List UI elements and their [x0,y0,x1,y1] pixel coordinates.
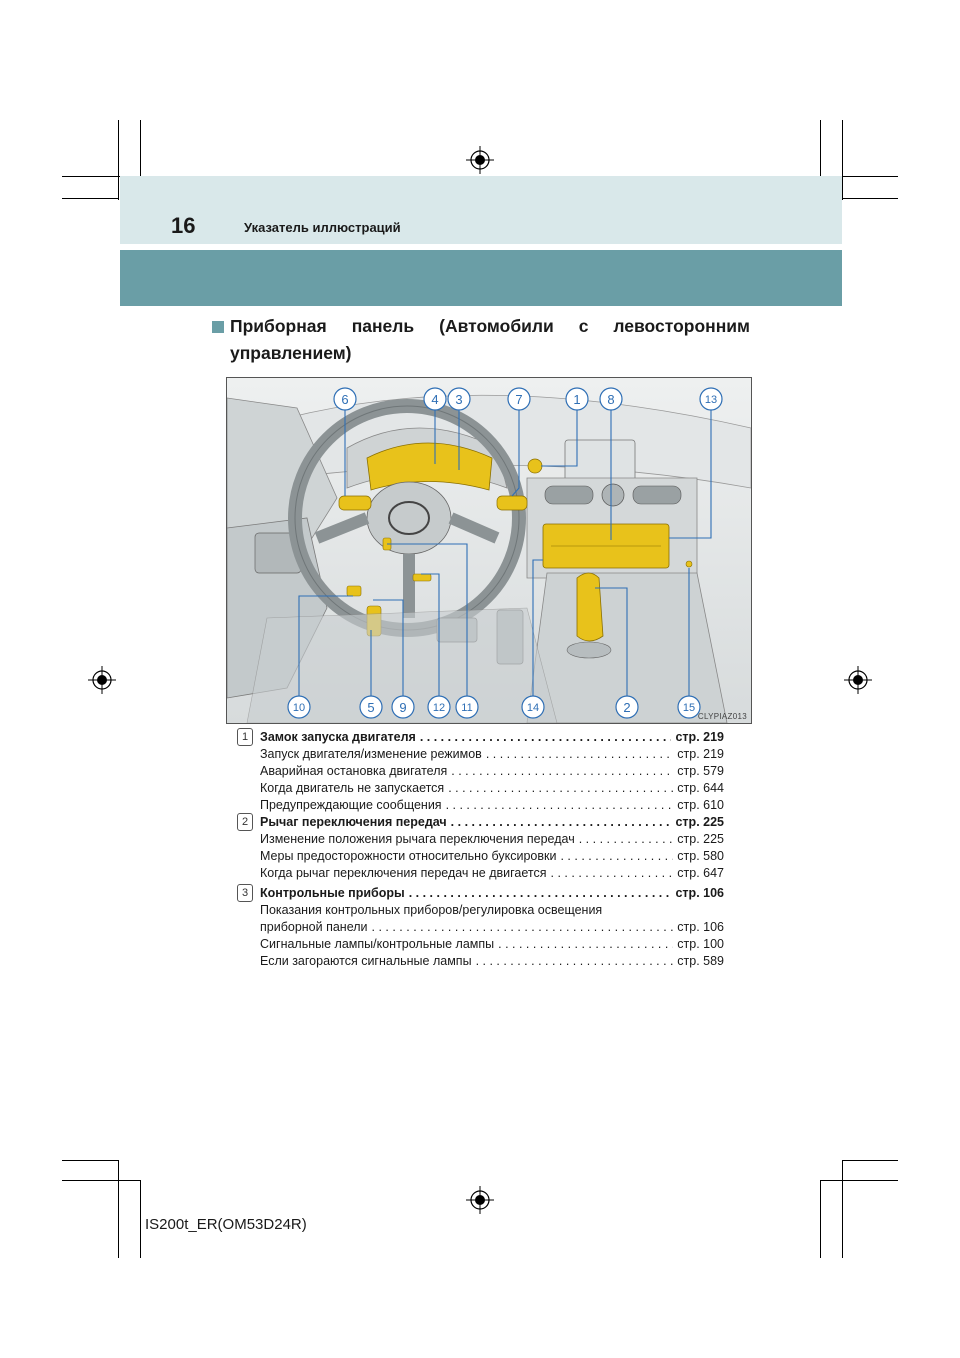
registration-target-icon [844,666,872,694]
registration-target-icon [466,1186,494,1214]
heading-word: Приборная [230,316,327,336]
callout-3 [446,386,472,412]
entry-item-page: стр. 589 [677,954,724,968]
svg-text:8: 8 [607,392,615,407]
crop-mark [820,1180,898,1181]
callout-1 [564,386,590,412]
callout-8 [598,386,624,412]
entry-item-page: стр. 644 [677,781,724,795]
header-band [120,176,842,244]
callout-14 [520,694,546,720]
entry-item-text: приборной панели [260,920,368,934]
entry-item-page: стр. 610 [677,798,724,812]
callout-7 [506,386,532,412]
registration-target-icon [88,666,116,694]
callout-12 [426,694,452,720]
dashboard-illustration [226,377,752,724]
crop-mark [118,120,119,200]
entry-item [260,937,724,951]
entry-number-2: 2 [237,813,253,831]
svg-text:14: 14 [526,702,540,714]
svg-text:11: 11 [461,702,473,714]
crop-mark [118,1160,119,1258]
heading-word: (Автомобили [439,316,554,336]
entry-item-text: Запуск двигателя/изменение режимов [260,747,482,761]
entry-number-1: 1 [237,728,253,746]
entry-title-page: стр. 106 [675,886,724,900]
entry-item [260,832,724,846]
svg-text:6: 6 [341,392,349,407]
entry-item [260,954,724,968]
entry-item [260,747,724,761]
entry-item-page: стр. 106 [677,920,724,934]
crop-mark [842,120,843,200]
svg-text:9: 9 [399,700,407,715]
entry-item-text: Показания контрольных приборов/регулировка освещения [260,903,603,917]
svg-text:1: 1 [573,392,581,407]
entry-title-text: Замок запуска двигателя [260,730,416,744]
crop-mark [842,198,898,199]
entry-item [260,764,724,778]
registration-target-icon [466,146,494,174]
entry-item-text: Изменение положения рычага переключения передач [260,832,575,846]
callout-10 [286,694,312,720]
entry-title-page: стр. 219 [675,730,724,744]
entry-item-page: стр. 225 [677,832,724,846]
svg-text:10: 10 [292,702,306,714]
callout-2 [614,694,640,720]
figure-code: CLYPIAZ013 [697,712,747,721]
section-title: Указатель иллюстраций [244,220,401,235]
entry-item-text: Аварийная остановка двигателя [260,764,448,778]
svg-text:7: 7 [515,392,523,407]
heading-line-2: управлением) [230,343,352,363]
heading-word: панель [351,316,415,336]
page-number: 16 [171,213,196,238]
entry-item [260,903,724,917]
entry-item-text: Сигнальные лампы/контрольные лампы [260,937,495,951]
entry-item-page: стр. 219 [677,747,724,761]
callout-11 [454,694,480,720]
heading-line-1 [230,316,750,337]
entry-number-3: 3 [237,884,253,902]
heading-word: левосторонним [613,316,750,336]
crop-mark [62,1180,140,1181]
heading-word: с [578,316,589,336]
entry-title [260,730,724,744]
entry-title-page: стр. 225 [675,815,724,829]
crop-mark [62,1160,118,1161]
callout-4 [422,386,448,412]
svg-text:13: 13 [704,394,718,406]
callout-13 [698,386,724,412]
entry-item [260,920,724,934]
entry-item [260,781,724,795]
entry-item-page: стр. 100 [677,937,724,951]
entry-item-page: стр. 579 [677,764,724,778]
svg-text:5: 5 [367,700,375,715]
svg-text:2: 2 [623,700,631,715]
heading-marker-icon [212,321,224,333]
entry-item-page: стр. 580 [677,849,724,863]
entry-title-text: Контрольные приборы [260,886,405,900]
header-accent-band [120,250,842,306]
entry-item [260,866,724,880]
entry-title [260,815,724,829]
entry-item-text: Если загораются сигнальные лампы [260,954,472,968]
entry-item-text: Предупреждающие сообщения [260,798,442,812]
crop-mark [842,1160,843,1258]
dashboard-drawing [227,378,751,723]
entry-item [260,798,724,812]
svg-text:12: 12 [432,702,446,714]
entry-item [260,849,724,863]
entry-title-text: Рычаг переключения передач [260,815,447,829]
crop-mark [62,198,118,199]
entry-item-text: Когда двигатель не запускается [260,781,445,795]
svg-text:15: 15 [682,702,696,714]
callout-5 [358,694,384,720]
callout-6 [332,386,358,412]
entry-item-text: Меры предосторожности относительно буксировки [260,849,557,863]
crop-mark [842,1160,898,1161]
document-code: IS200t_ER(OM53D24R) [145,1216,307,1233]
svg-text:3: 3 [455,392,463,407]
entry-item-text: Когда рычаг переключения передач не двигается [260,866,547,880]
callout-9 [390,694,416,720]
svg-text:4: 4 [431,392,439,407]
entry-item-page: стр. 647 [677,866,724,880]
crop-mark [820,1180,821,1258]
entry-title [260,886,724,900]
crop-mark [140,1180,141,1258]
